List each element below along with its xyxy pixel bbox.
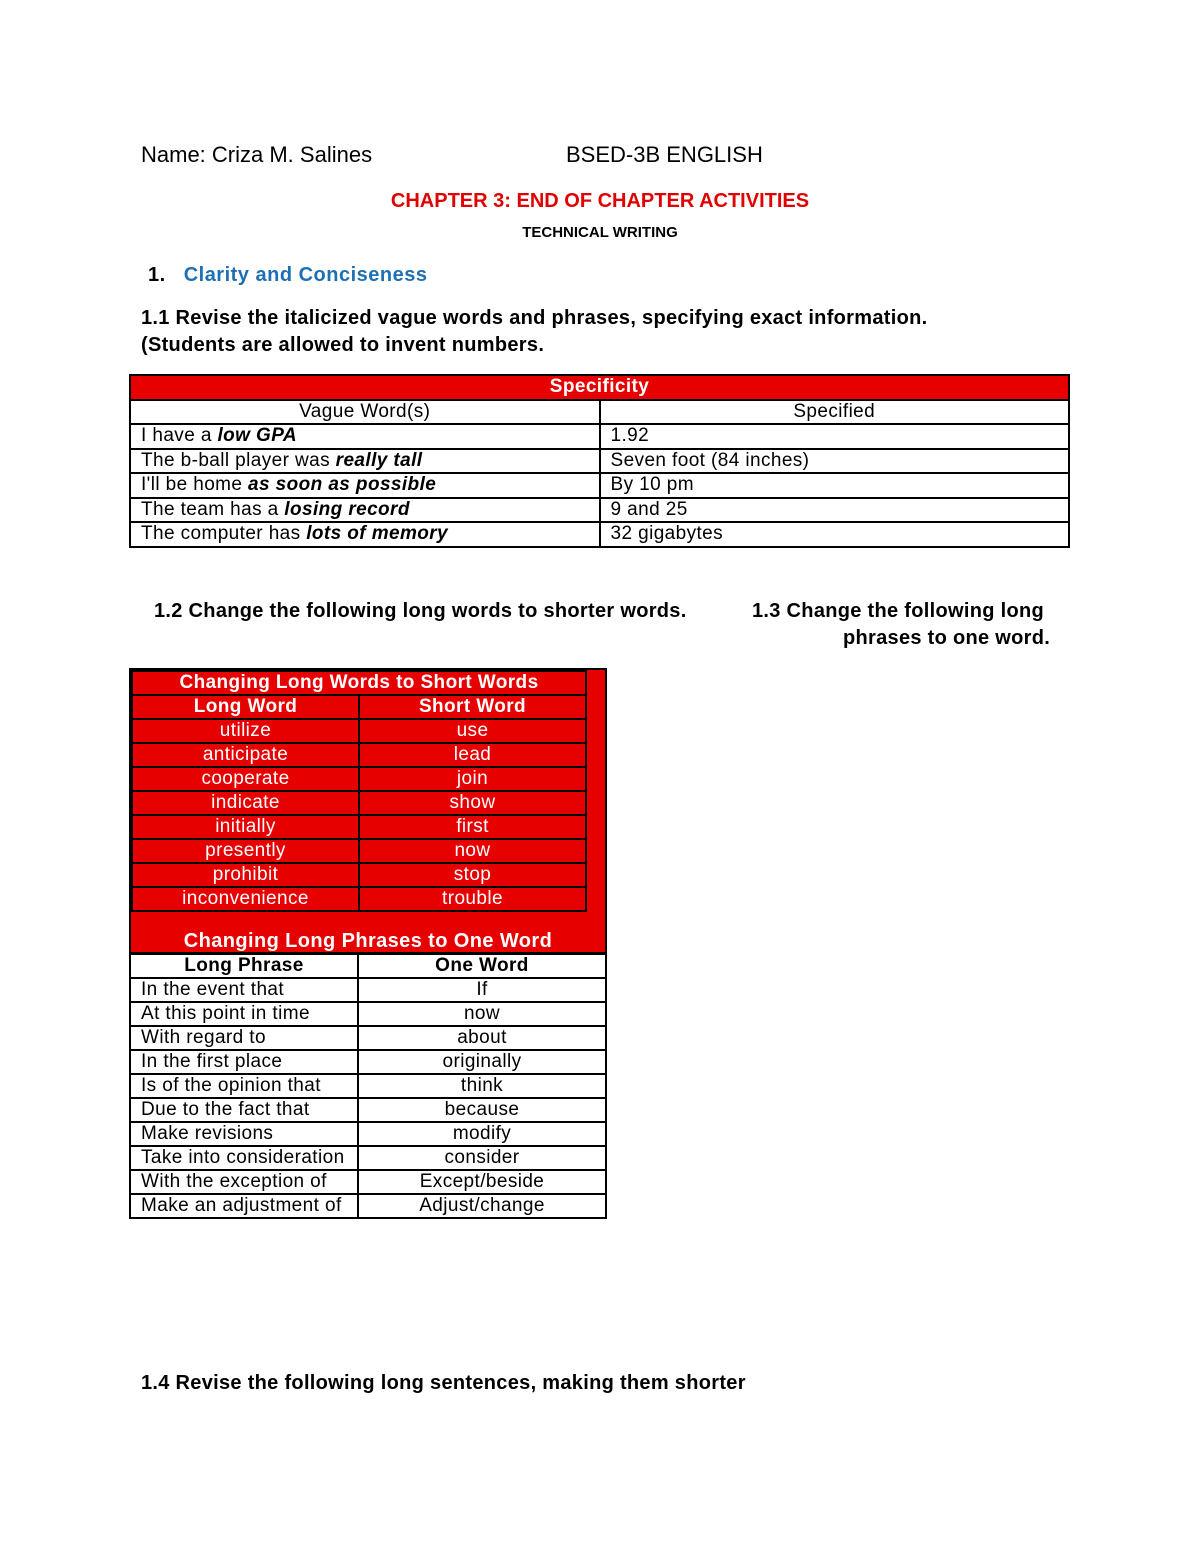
instruction-1-1: 1.1 Revise the italicized vague words and phrases, specifying exact information. (141, 307, 928, 329)
vague-phrase: losing record (284, 498, 410, 520)
vague-prefix: The team has a (141, 498, 285, 520)
long-words-title: Changing Long Words to Short Words (132, 671, 586, 695)
column-header-specified: Specified (600, 400, 1070, 425)
long-phrase-cell: In the first place (130, 1050, 358, 1074)
table-row (130, 473, 1069, 498)
one-word-cell: because (358, 1098, 606, 1122)
one-word-cell: modify (358, 1122, 606, 1146)
vague-prefix: I'll be home (141, 474, 249, 496)
long-phrases-title: Changing Long Phrases to One Word (183, 930, 553, 952)
long-word-cell: initially (132, 815, 359, 839)
table-row (130, 1002, 606, 1026)
one-word-cell: Adjust/change (358, 1194, 606, 1218)
long-phrase-cell: With the exception of (130, 1170, 358, 1194)
specified-cell: 9 and 25 (600, 498, 1070, 523)
long-word-cell: utilize (132, 719, 359, 743)
one-word-cell: consider (358, 1146, 606, 1170)
table-row (130, 1026, 606, 1050)
section-heading (148, 264, 428, 287)
long-phrase-cell: Due to the fact that (130, 1098, 358, 1122)
one-word-cell: about (358, 1026, 606, 1050)
specificity-title: Specificity (130, 375, 1069, 400)
vague-cell (130, 498, 600, 523)
specified-cell: Seven foot (84 inches) (600, 449, 1070, 474)
table-row (132, 815, 586, 839)
vague-cell (130, 449, 600, 474)
table-row (132, 767, 586, 791)
long-phrase-cell: Make revisions (130, 1122, 358, 1146)
table-row (132, 839, 586, 863)
instruction-1-4: 1.4 Revise the following long sentences, making them shorter (141, 1372, 746, 1394)
vague-cell (130, 522, 600, 547)
table-row (130, 1098, 606, 1122)
one-word-cell: think (358, 1074, 606, 1098)
table-row (130, 1146, 606, 1170)
long-phrases-table (129, 953, 607, 1219)
short-word-cell: lead (359, 743, 586, 767)
vague-cell (130, 473, 600, 498)
table-row (130, 449, 1069, 474)
vague-phrase: really tall (335, 449, 423, 471)
table-row (130, 424, 1069, 449)
one-word-cell: now (358, 1002, 606, 1026)
vague-phrase: lots of memory (306, 523, 449, 545)
short-word-cell: show (359, 791, 586, 815)
table-row (130, 498, 1069, 523)
chapter-title: CHAPTER 3: END OF CHAPTER ACTIVITIES (390, 190, 810, 212)
table-row (130, 1194, 606, 1218)
short-word-cell: trouble (359, 887, 586, 911)
column-header-long-word: Long Word (132, 695, 359, 719)
section-title: Clarity and Conciseness (183, 264, 428, 286)
table-row (132, 743, 586, 767)
specificity-table (129, 374, 1070, 548)
student-name: Name: Criza M. Salines (141, 142, 373, 167)
table-row (130, 978, 606, 1002)
long-word-cell: anticipate (132, 743, 359, 767)
short-word-cell: stop (359, 863, 586, 887)
short-word-cell: now (359, 839, 586, 863)
short-word-cell: first (359, 815, 586, 839)
table-row (130, 1122, 606, 1146)
table-row (132, 719, 586, 743)
instruction-1-1-note: (Students are allowed to invent numbers. (141, 334, 545, 356)
instruction-1-3-cont: phrases to one word. (843, 627, 1051, 649)
long-word-cell: indicate (132, 791, 359, 815)
column-header-one-word: One Word (358, 954, 606, 978)
short-word-cell: join (359, 767, 586, 791)
long-word-cell: presently (132, 839, 359, 863)
one-word-cell: originally (358, 1050, 606, 1074)
short-word-cell: use (359, 719, 586, 743)
column-header-vague: Vague Word(s) (130, 400, 600, 425)
one-word-cell: If (358, 978, 606, 1002)
vague-phrase: low GPA (217, 425, 297, 447)
column-header-long-phrase: Long Phrase (130, 954, 358, 978)
table-row (132, 887, 586, 911)
specified-cell: By 10 pm (600, 473, 1070, 498)
specified-cell: 1.92 (600, 424, 1070, 449)
course-label: BSED-3B ENGLISH (566, 142, 763, 167)
long-phrase-cell: Take into consideration (130, 1146, 358, 1170)
long-phrase-cell: At this point in time (130, 1002, 358, 1026)
long-phrase-cell: In the event that (130, 978, 358, 1002)
column-header-short-word: Short Word (359, 695, 586, 719)
instruction-1-2: 1.2 Change the following long words to shorter words. (154, 600, 687, 622)
one-word-cell: Except/beside (358, 1170, 606, 1194)
long-word-cell: inconvenience (132, 887, 359, 911)
subject-title: TECHNICAL WRITING (522, 224, 678, 241)
table-row (132, 863, 586, 887)
table-row (130, 1170, 606, 1194)
long-word-cell: prohibit (132, 863, 359, 887)
long-word-cell: cooperate (132, 767, 359, 791)
long-phrase-cell: Is of the opinion that (130, 1074, 358, 1098)
vague-prefix: The computer has (141, 523, 307, 545)
table-row (130, 1050, 606, 1074)
vague-prefix: The b-ball player was (141, 449, 336, 471)
instruction-1-3: 1.3 Change the following long (752, 600, 1045, 622)
table-row (132, 791, 586, 815)
specified-cell: 32 gigabytes (600, 522, 1070, 547)
long-phrase-cell: Make an adjustment of (130, 1194, 358, 1218)
long-phrase-cell: With regard to (130, 1026, 358, 1050)
vague-cell (130, 424, 600, 449)
vague-phrase: as soon as possible (248, 474, 437, 496)
section-number: 1. (148, 264, 166, 286)
table-row (130, 1074, 606, 1098)
table-row (130, 522, 1069, 547)
vague-prefix: I have a (141, 425, 218, 447)
long-words-table (131, 670, 587, 912)
